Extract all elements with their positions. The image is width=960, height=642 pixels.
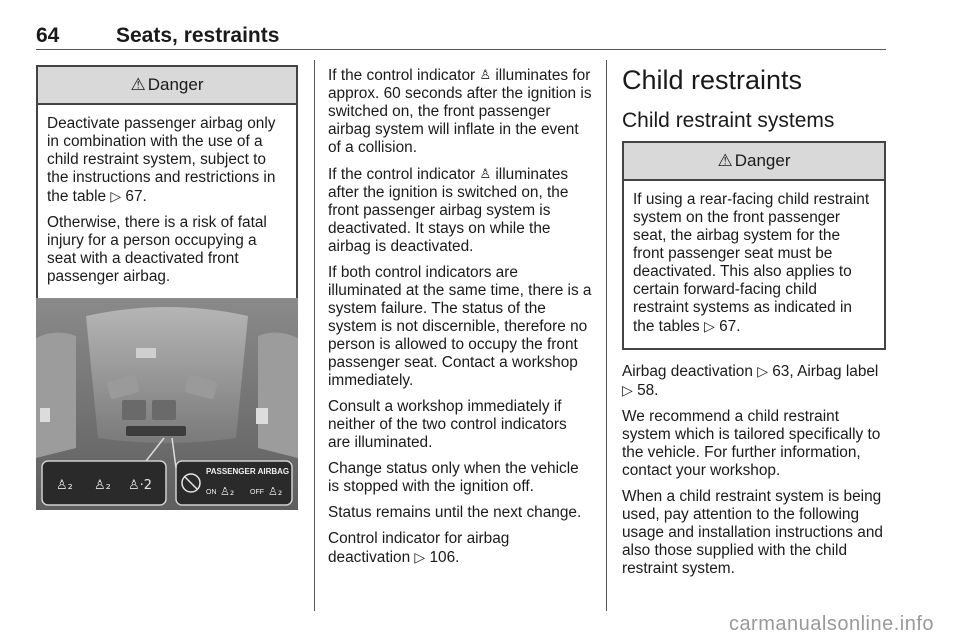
column-2 — [328, 66, 592, 575]
column-1 — [36, 65, 298, 300]
left-panel — [36, 332, 76, 458]
page-ref[interactable]: 58. — [637, 382, 659, 399]
page-ref-arrow-icon: ▷ — [622, 382, 633, 398]
danger-title: Danger — [147, 75, 204, 94]
indicator-strip — [126, 426, 186, 436]
danger-paragraph: If using a rear-facing child restraint system on the front passenger seat, the airbag system for the front passenger seat must be deactivated. This also applies to certain forward-facing child restraint systems as indicated in the tables ▷ 67. — [633, 191, 870, 335]
header-divider — [36, 49, 886, 50]
roof-console-photo — [36, 298, 298, 510]
paragraph-indicator-on: If the control indicator ♙ illuminates for approx. 60 seconds after the ignition is switched on, the front passenger airbag system will inflate in the event of a collision. — [328, 67, 592, 156]
svg-text:♙₂: ♙₂ — [268, 485, 283, 498]
warning-triangle-icon: ⚠ — [717, 151, 733, 170]
svg-text:♙₂: ♙₂ — [220, 485, 235, 498]
page-ref[interactable]: 63, Airbag label — [772, 363, 879, 380]
svg-text:♙·2: ♙·2 — [128, 478, 153, 493]
danger-text: Deactivate passenger airbag only in combination with the use of a child restraint system, subject to the instructions and restrictions in the table — [47, 115, 276, 205]
right-panel — [258, 332, 298, 458]
page-ref[interactable]: 106. — [429, 549, 460, 566]
on-label: ON — [206, 489, 217, 496]
danger-paragraph-2: Otherwise, there is a risk of fatal injury for a person occupying a seat with a deactivated front passenger airbag. — [47, 214, 267, 285]
off-label: OFF — [250, 489, 264, 496]
danger-body — [38, 105, 296, 298]
airbag-off-indicator-icon: ♙ — [479, 166, 492, 181]
danger-paragraph — [47, 115, 287, 206]
paragraph-airbag-deactivation: Airbag deactivation ▷ 63, Airbag label ▷ 58. — [622, 363, 879, 399]
heading-child-restraints: Child restraints — [622, 65, 803, 95]
airbag-on-indicator-icon: ♙ — [479, 67, 492, 82]
paragraph-usage: When a child restraint system is being used, pay attention to the following usage and installation instructions and also those supplied with the child restraint system. — [622, 488, 883, 577]
page-header — [36, 24, 886, 50]
paragraph-consult: Consult a workshop immediately if neither of the two control indicators are illuminated. — [328, 398, 567, 451]
danger-title: Danger — [734, 151, 791, 170]
warning-triangle-icon: ⚠ — [130, 75, 146, 94]
svg-text:♙₂: ♙₂ — [56, 478, 73, 493]
overhead-console — [86, 307, 248, 443]
paragraph-control-indicator: Control indicator for airbag deactivation ▷ 106. — [328, 530, 510, 566]
column-divider-1 — [314, 60, 315, 611]
danger-header — [624, 143, 884, 181]
paragraph-change-status: Change status only when the vehicle is stopped with the ignition off. — [328, 460, 579, 495]
svg-text:♙₂: ♙₂ — [94, 478, 111, 493]
page-number: 64 — [36, 24, 60, 47]
paragraph-status-remains: Status remains until the next change. — [328, 504, 582, 521]
page-ref-arrow-icon: ▷ — [414, 549, 426, 565]
heading-child-restraint-systems: Child restraint systems — [622, 109, 835, 132]
section-title: Seats, restraints — [116, 24, 280, 47]
page-ref[interactable]: 67. — [719, 318, 741, 335]
page-ref-arrow-icon: ▷ — [110, 188, 122, 204]
passenger-airbag-label: PASSENGER AIRBAG — [206, 467, 290, 476]
page-ref[interactable]: 67. — [125, 188, 147, 205]
page-ref-arrow-icon: ▷ — [757, 363, 768, 379]
danger-body — [624, 181, 884, 348]
danger-box-2 — [622, 141, 886, 350]
column-3 — [622, 65, 886, 586]
page-ref-arrow-icon: ▷ — [704, 318, 715, 334]
paragraph-system-failure: If both control indicators are illuminated at the same time, there is a system failure. The status of the system is not discernible, therefore no person is allowed to occupy the front passenger seat. Contact a workshop immediately. — [328, 264, 592, 389]
danger-header — [38, 67, 296, 105]
danger-box-1 — [36, 65, 298, 300]
paragraph-recommend: We recommend a child restraint system which is tailored specifically to the vehicle. For further information, contact your workshop. — [622, 408, 881, 479]
column-divider-2 — [606, 60, 607, 611]
paragraph-indicator-off: If the control indicator ♙ illuminates after the ignition is switched on, the front passenger airbag system is deactivated. It stays on while the airbag is deactivated. — [328, 166, 569, 255]
watermark: carmanualsonline.info — [728, 613, 934, 635]
